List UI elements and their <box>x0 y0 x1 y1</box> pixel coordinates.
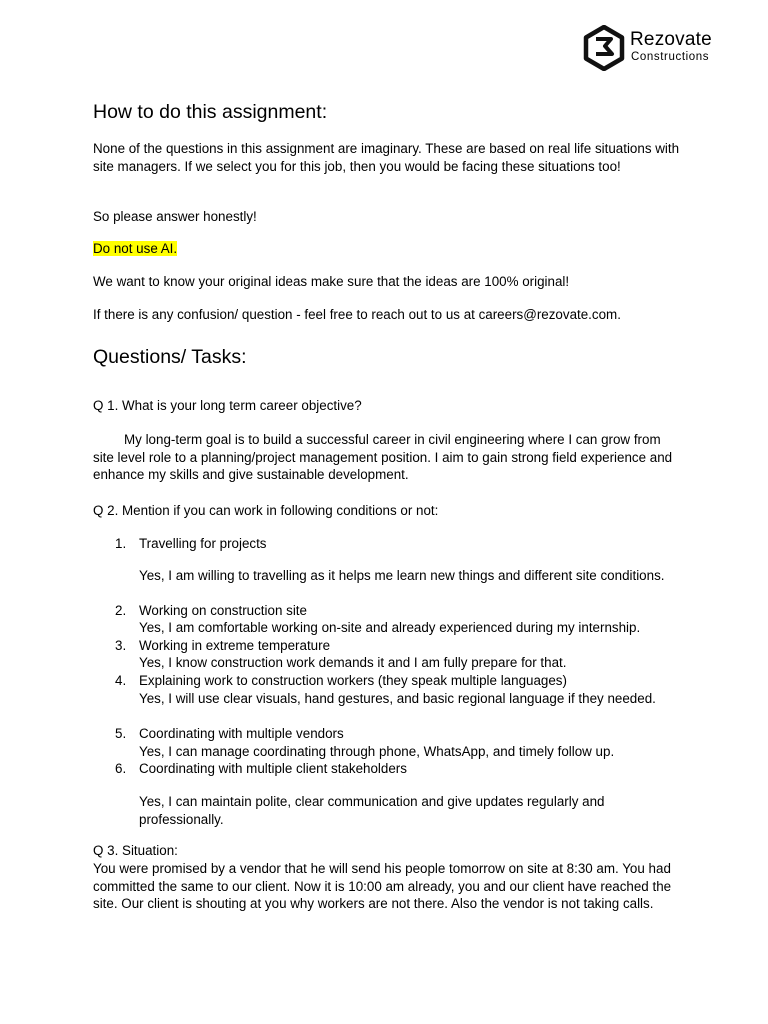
list-item-title: Coordinating with multiple vendors <box>139 726 344 741</box>
list-item-title: Explaining work to construction workers (they speak multiple languages) <box>139 673 567 688</box>
q3-situation-text: You were promised by a vendor that he will send his people tomorrow on site at 8:30 am. You had committed the same to our client. Now it is 10:00 am already, you and our client have reached the site. Our client is shouting at you why workers are not there. Also the vendor is not taking calls. <box>93 861 672 912</box>
logo-tagline: Constructions <box>631 51 710 63</box>
list-item-answer: Yes, I know construction work demands it and I am fully prepare for that. <box>139 655 567 670</box>
list-item-answer: Yes, I can maintain polite, clear communication and give updates regularly and professionally. <box>139 794 605 827</box>
highlighted-warning: Do not use AI. <box>93 241 178 256</box>
q1-answer: My long-term goal is to build a successful career in civil engineering where I can grow from site level role to a planning/project management position. I aim to gain strong field experience and enhance my skills and give sustainable development. <box>93 432 673 483</box>
rezovate-logo-icon <box>583 25 625 71</box>
intro-paragraph-5: If there is any confusion/ question - feel free to reach out to us at careers@rezovate.com. <box>93 307 621 322</box>
list-item-number: 3. <box>115 638 127 653</box>
list-item-title: Coordinating with multiple client stakeholders <box>139 761 407 776</box>
list-item-number: 1. <box>115 536 127 551</box>
q3-label: Q 3. Situation: <box>93 843 178 858</box>
intro-paragraph-4: We want to know your original ideas make sure that the ideas are 100% original! <box>93 274 570 289</box>
logo-name: Rezovate <box>630 29 712 50</box>
company-logo <box>583 25 723 71</box>
list-item-title: Travelling for projects <box>139 536 267 551</box>
list-item-number: 5. <box>115 726 127 741</box>
list-item-number: 2. <box>115 603 127 618</box>
list-item-number: 6. <box>115 761 127 776</box>
intro-paragraph-2: So please answer honestly! <box>93 209 257 224</box>
list-item-number: 4. <box>115 673 127 688</box>
list-item-answer: Yes, I will use clear visuals, hand gestures, and basic regional language if they needed. <box>139 691 656 706</box>
q2-question: Q 2. Mention if you can work in following conditions or not: <box>93 503 439 518</box>
list-item-answer: Yes, I am willing to travelling as it helps me learn new things and different site conditions. <box>139 568 665 583</box>
list-item-answer: Yes, I am comfortable working on-site and already experienced during my internship. <box>139 620 641 635</box>
intro-paragraph-1: None of the questions in this assignment are imaginary. These are based on real life situations with site managers. If we select you for this job, then you would be facing these situations too! <box>93 141 680 174</box>
intro-heading: How to do this assignment: <box>93 101 328 123</box>
intro-paragraph-3 <box>93 240 683 258</box>
questions-heading: Questions/ Tasks: <box>93 346 247 368</box>
list-item-title: Working in extreme temperature <box>139 638 331 653</box>
list-item-title: Working on construction site <box>139 603 307 618</box>
list-item-answer: Yes, I can manage coordinating through phone, WhatsApp, and timely follow up. <box>139 744 615 759</box>
q1-question: Q 1. What is your long term career objective? <box>93 398 362 413</box>
